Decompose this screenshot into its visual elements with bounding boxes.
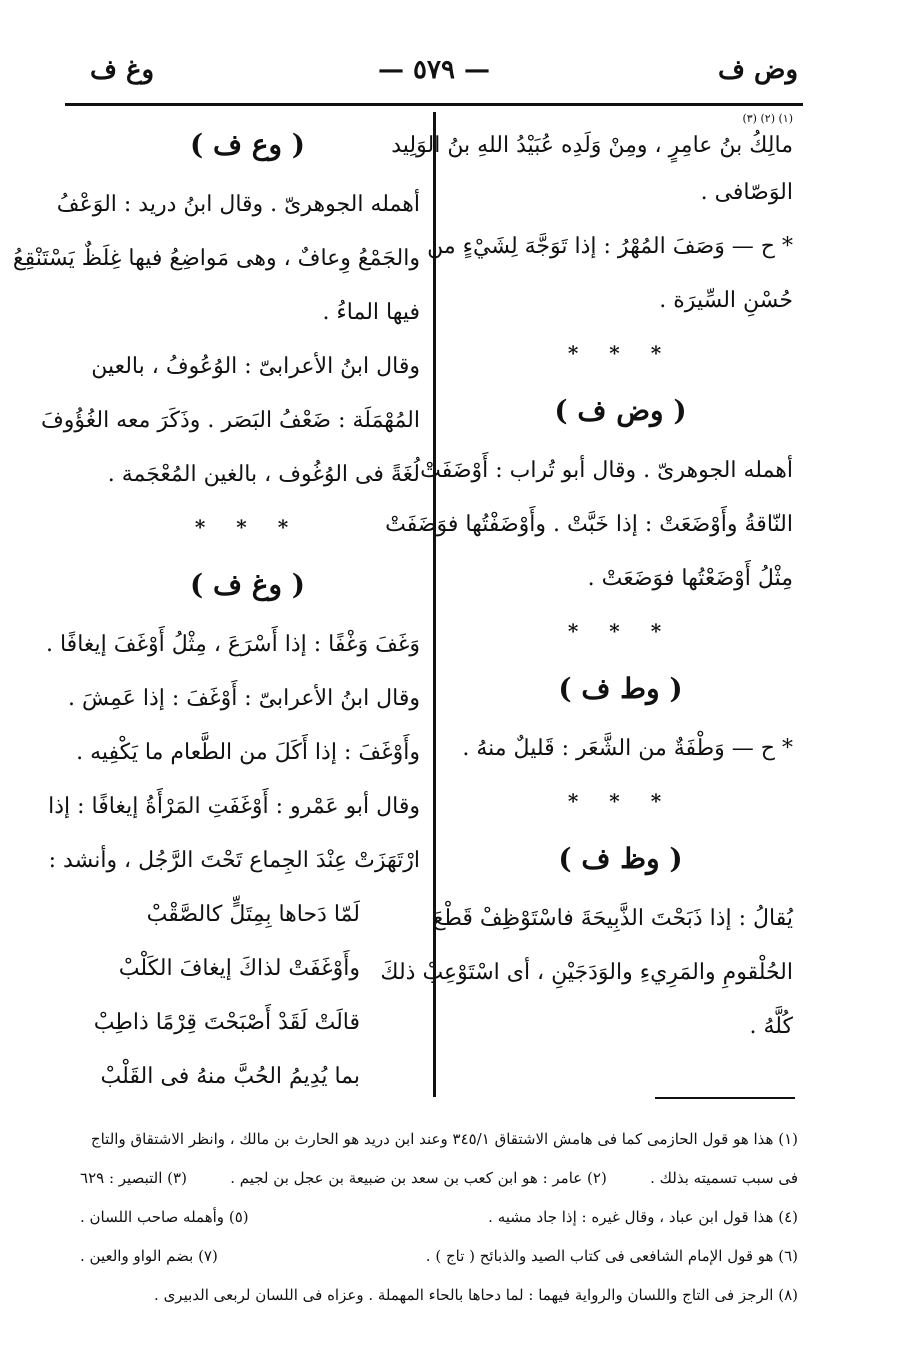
text-line: والجَمْعُ وِعافٌ ، وهى مَواضِعُ فيها غِلَظٌ يَسْتَنْقِعُ <box>12 246 420 271</box>
text-line: فيها الماءُ . <box>322 300 420 325</box>
footnote: فى سبب تسميته بذلك . <box>650 1169 798 1187</box>
text-line: ارْتَهَزَتْ عِنْدَ الجِماع تَحْتَ الرَّجُل ، وأنشد : <box>48 848 420 873</box>
footnote-row <box>80 1198 798 1237</box>
text-line: * ح — وَصَفَ المُهْرُ : إذا تَوَجَّهَ لِشَيْءٍ من <box>427 234 793 259</box>
text-line: وقال ابنُ الأعرابىّ : الوُعُوفُ ، بالعين <box>91 354 420 379</box>
text-line: أهمله الجوهرىّ . وقال أبو تُراب : أَوْضَفَتْ <box>420 458 793 483</box>
text-line: الحُلْقومِ والمَرِيءِ والوَدَجَيْنِ ، أى اسْتَوْعِبْ ذلكَ <box>380 960 793 985</box>
running-header <box>70 55 798 100</box>
header-right-root: وض ف <box>718 55 798 85</box>
header-rule <box>65 103 803 106</box>
verse-line: بما يُدِيمُ الحُبَّ منهُ فى القَلْبْ <box>100 1064 360 1089</box>
section-separator: * * * <box>194 515 301 539</box>
footnote-markers: (١) (٢) (٣) <box>742 112 793 125</box>
text-line: وقال ابنُ الأعرابىّ : أَوْغَفَ : إذا عَمِشَ . <box>68 686 420 711</box>
text-line: وقال أبو عَمْرو : أَوْغَفَتِ المَرْأَةُ إيغافًا : إذا <box>48 794 420 819</box>
verse-line: وأَوْغَفَتْ لذاكَ إيغافَ الكَلْبْ <box>118 956 360 981</box>
footnote: (٤) هذا قول ابن عباد ، وقال غيره : إذا جاد مشيه . <box>488 1208 798 1226</box>
right-column <box>380 112 793 1054</box>
footnote-row <box>80 1237 798 1276</box>
header-left-root: وغ ف <box>90 55 155 85</box>
text-line: وَغَفَ وَغْفًا : إذا أَسْرَعَ ، مِثْلُ أَوْغَفَ إيغافًا . <box>45 632 420 657</box>
footnote: (٣) التبصير : ٦٢٩ <box>80 1169 187 1187</box>
footnote: (٥) وأهمله صاحب اللسان . <box>80 1208 249 1226</box>
entry-heading: ( وغ ف ) <box>190 568 305 601</box>
section-separator: * * * <box>567 341 674 365</box>
footnote: (١) هذا هو قول الحازمى كما فى هامش الاشتقاق ٣٤٥/١ وعند ابن دريد هو الحارث بن مالك ، وانظر الاشتقاق والتاج <box>90 1130 798 1148</box>
section-separator: * * * <box>567 619 674 643</box>
entry-heading: ( وط ف ) <box>558 672 683 705</box>
verse-line: لَمّا دَحاها بِمِتَلٍّ كالصَّقْبْ <box>146 902 360 927</box>
text-line: يُقالُ : إذا ذَبَحْتَ الذَّبِيحَةَ فاسْتَوْظِفْ قَطْعَ <box>432 906 793 931</box>
footnote: (٧) بضم الواو والعين . <box>80 1247 218 1265</box>
text-line: أهمله الجوهرىّ . وقال ابنُ دريد : الوَعْفُ <box>56 192 420 217</box>
footnote: (٨) الرجز فى التاج واللسان والرواية فيهما : لما دحاها بالحاء المهملة . وعزاه فى اللسان لربعى الدبيرى . <box>154 1286 798 1304</box>
verse-line: قالَتْ لَقَدْ أَصْبَحْتَ قِرْمًا ذاطِبْ <box>93 1010 360 1035</box>
section-separator: * * * <box>567 789 674 813</box>
entry-heading: ( وظ ف ) <box>558 842 683 875</box>
text-line: الوَصّافى . <box>700 180 793 205</box>
page-number: — ٥٧٩ — <box>377 55 491 85</box>
text-line: مِثْلُ أَوْضَعْتُها فوَضَعَتْ . <box>587 566 793 591</box>
left-column <box>12 112 420 1104</box>
text-line: وأَوْغَفَ : إذا أَكَلَ من الطَّعام ما يَكْفِيه . <box>76 740 420 765</box>
footnote-rule <box>655 1097 795 1099</box>
text-line: المُهْمَلَة : ضَعْفُ البَصَر . وذَكَرَ معه الغُؤُوفَ <box>40 408 420 433</box>
text-line: كُلَّهُ . <box>749 1014 793 1039</box>
text-line: مالِكُ بنُ عامِرٍ ، ومِنْ وَلَدِه عُبَيْدُ اللهِ بنُ الوَلِيد <box>391 133 793 158</box>
entry-heading: ( وض ف ) <box>554 394 687 427</box>
footnote: (٦) هو قول الإمام الشافعى فى كتاب الصيد والذبائح ( تاج ) . <box>425 1247 798 1265</box>
text-line: حُسْنِ السِّيرَة . <box>659 288 793 313</box>
footnote: (٢) عامر : هو ابن كعب بن سعد بن ضبيعة بن عجل بن لجيم . <box>230 1169 607 1187</box>
text-line: النّاقةُ وأَوْضَعَتْ : إذا خَبَّتْ . وأَوْضَفْتُها فوَضَفَتْ <box>385 512 793 537</box>
text-line: لُغَةً فى الوُغُوف ، بالغين المُعْجَمة . <box>107 462 420 487</box>
entry-heading: ( وع ف ) <box>190 128 305 161</box>
text-line: * ح — وَطْفَةٌ من الشَّعَر : قَليلٌ منهُ . <box>462 736 793 761</box>
footnotes <box>80 1120 798 1315</box>
footnote-row <box>80 1159 798 1198</box>
